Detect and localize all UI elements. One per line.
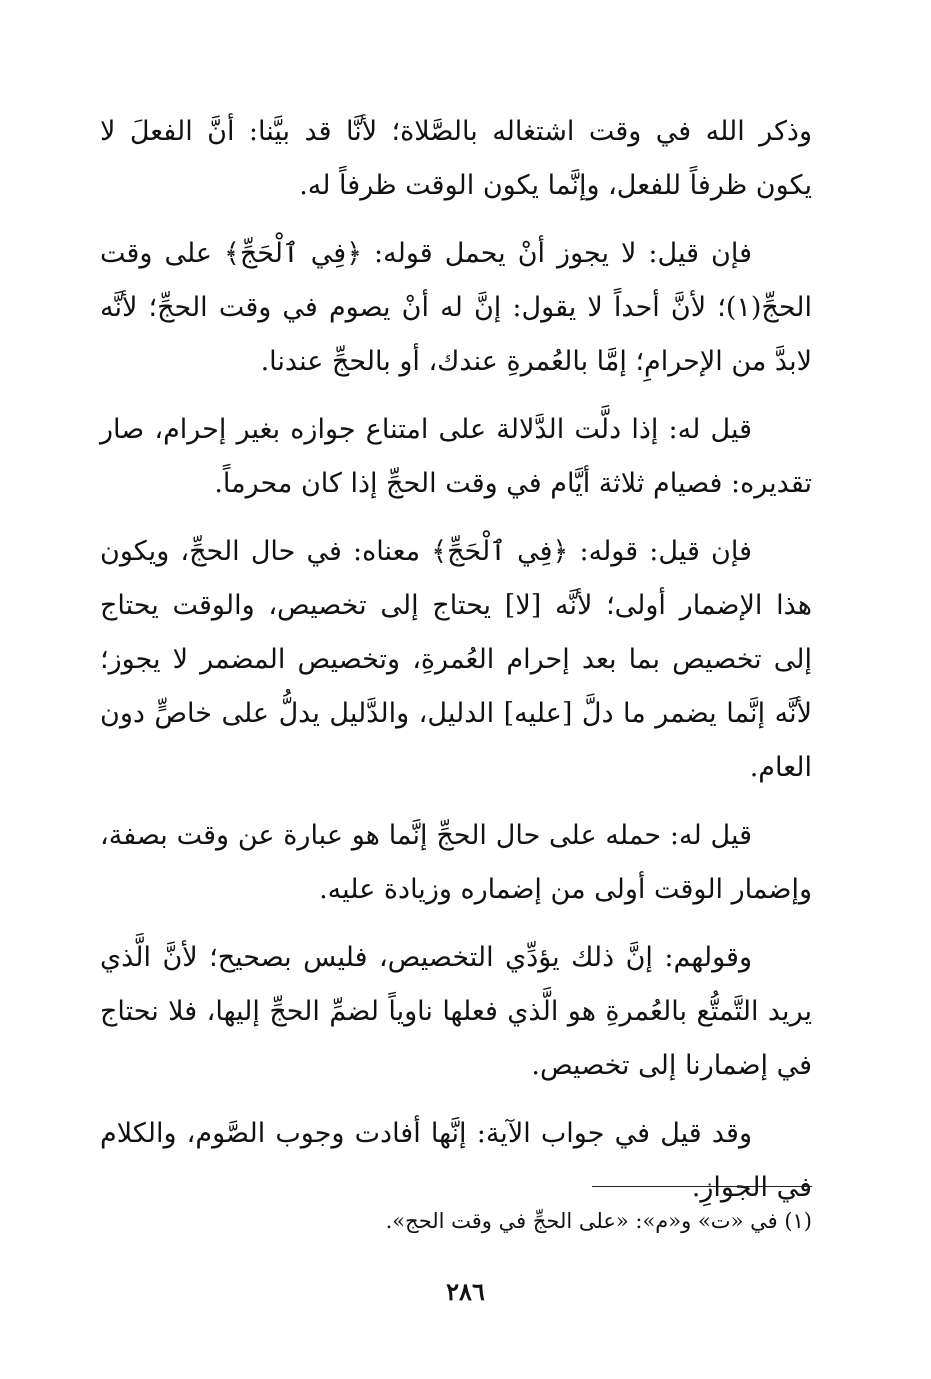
paragraph-2: فإن قيل: لا يجوز أنْ يحمل قوله: ﴿فِي ٱلْحَجِّ﴾ على وقت الحجِّ(١)؛ لأنَّ أحداً لا يقول: إنَّ له أنْ يصوم في وقت الحجِّ؛ لأنَّه لابدَّ من الإحرامِ؛ إمَّا بالعُمرةِ عندك، أو بالحجِّ عندنا. (100, 238, 812, 377)
paragraph-4: فإن قيل: قوله: ﴿فِي ٱلْحَجِّ﴾ معناه: في حال الحجِّ، ويكون هذا الإضمار أولى؛ لأنَّه [لا] يحتاج إلى تخصيص، والوقت يحتاج إلى تخصيص بما بعد إحرام العُمرةِ، وتخصيص المضمر لا يجوز؛ لأنَّه إنَّما يضمر ما دلَّ [عليه] الدليل، والدَّليل يدلُّ على خاصٍّ دون العام. (100, 536, 812, 783)
paragraph-6: وقولهم: إنَّ ذلك يؤدِّي التخصيص، فليس بصحيح؛ لأنَّ الَّذي يريد التَّمتُّع بالعُمرةِ هو الَّذي فعلها ناوياً لضمِّ الحجِّ إليها، فلا نحتاج في إضمارنا إلى تخصيص. (100, 942, 812, 1081)
paragraph-1: وذكر الله في وقت اشتغاله بالصَّلاة؛ لأنَّا قد بيَّنا: أنَّ الفعلَ لا يكون ظرفاً للفعل، وإنَّما يكون الوقت ظرفاً له. (100, 116, 812, 201)
footnote: (١) في «ت» و«م»: «على الحجِّ في وقت الحج». (385, 1209, 812, 1233)
paragraph-7: وقد قيل في جواب الآية: إنَّها أفادت وجوب الصَّوم، والكلام في الجوازِ. (100, 1118, 812, 1203)
paragraph-5: قيل له: حمله على حال الحجِّ إنَّما هو عبارة عن وقت بصفة، وإضمار الوقت أولى من إضماره وزيادة عليه. (100, 820, 812, 905)
page-number: ٢٨٦ (446, 1277, 485, 1306)
paragraph-3: قيل له: إذا دلَّت الدَّلالة على امتناع جوازه بغير إحرام، صار تقديره: فصيام ثلاثة أيَّام في وقت الحجِّ إذا كان محرماً. (100, 414, 812, 499)
footnote-divider (592, 1186, 812, 1187)
main-text (100, 105, 812, 1229)
